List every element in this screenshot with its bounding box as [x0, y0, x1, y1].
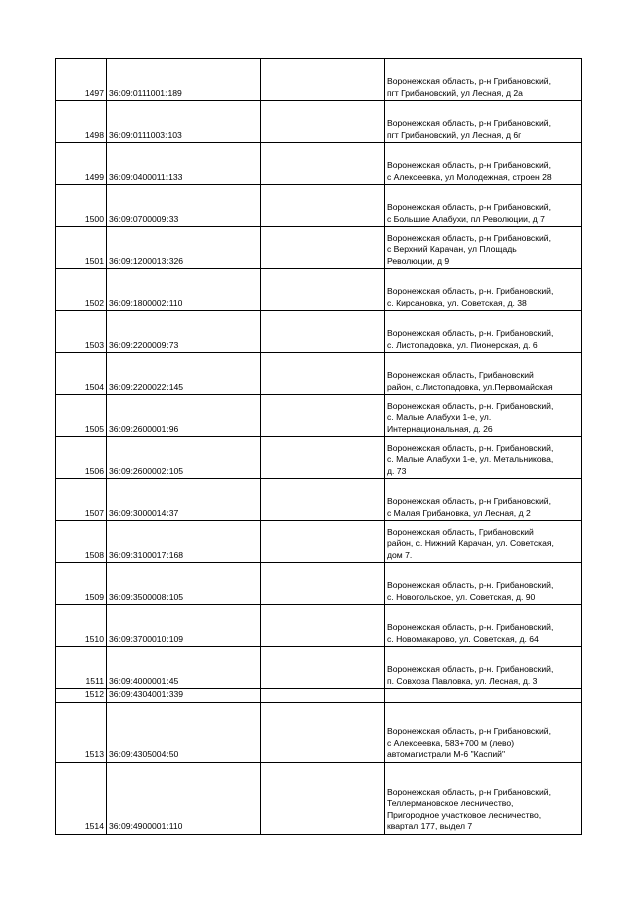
address-cell	[385, 647, 582, 689]
empty-cell	[261, 185, 385, 227]
table-row	[56, 521, 582, 563]
row-number: 1504	[56, 353, 107, 395]
cadastral-number: 36:09:2200022:145	[107, 353, 261, 395]
table-row	[56, 59, 582, 101]
address-line: Воронежская область, р-н. Грибановский,	[387, 328, 554, 338]
row-number: 1505	[56, 395, 107, 437]
address-line: пгт Грибановский, ул Лесная, д 6г	[387, 129, 522, 140]
cadastral-number: 36:09:3000014:37	[107, 479, 261, 521]
empty-cell	[261, 762, 385, 834]
row-number: 1507	[56, 479, 107, 521]
row-number: 1500	[56, 185, 107, 227]
empty-cell	[261, 689, 385, 703]
cadastral-number: 36:09:3100017:168	[107, 521, 261, 563]
table-row	[56, 311, 582, 353]
cadastral-table	[55, 58, 582, 835]
cadastral-number: 36:09:3500008:105	[107, 563, 261, 605]
empty-cell	[261, 647, 385, 689]
row-number: 1508	[56, 521, 107, 563]
empty-cell	[261, 143, 385, 185]
address-line: район, с. Нижний Карачан, ул. Советская,	[387, 538, 554, 548]
address-cell	[385, 185, 582, 227]
address-cell	[385, 437, 582, 479]
row-number: 1509	[56, 563, 107, 605]
address-line: Воронежская область, р-н Грибановский,	[387, 118, 551, 128]
table-row	[56, 269, 582, 311]
address-line: Воронежская область, р-н. Грибановский,	[387, 664, 554, 674]
empty-cell	[261, 227, 385, 269]
row-number: 1511	[56, 647, 107, 689]
address-line: с Малая Грибановка, ул Лесная, д 2	[387, 507, 531, 518]
address-line: с. Малые Алабухи 1-е, ул.	[387, 412, 492, 422]
address-cell	[385, 563, 582, 605]
address-cell	[385, 59, 582, 101]
empty-cell	[261, 395, 385, 437]
table-row	[56, 479, 582, 521]
table-row	[56, 395, 582, 437]
address-line: Воронежская область, р-н Грибановский,	[387, 76, 551, 86]
empty-cell	[261, 563, 385, 605]
address-cell	[385, 762, 582, 834]
address-line: с Большие Алабухи, пл Революции, д 7	[387, 213, 545, 224]
cadastral-number: 36:09:0111003:103	[107, 101, 261, 143]
row-number: 1512	[56, 689, 107, 703]
address-line: автомагистрали М-6 "Каспий"	[387, 749, 506, 759]
address-line: дом 7.	[387, 549, 413, 560]
address-line: д. 73	[387, 465, 407, 476]
table-row	[56, 437, 582, 479]
row-number: 1514	[56, 762, 107, 834]
table-row	[56, 227, 582, 269]
address-cell	[385, 702, 582, 762]
row-number: 1501	[56, 227, 107, 269]
cadastral-number: 36:09:2200009:73	[107, 311, 261, 353]
address-line: Воронежская область, р-н Грибановский,	[387, 496, 551, 506]
address-cell	[385, 227, 582, 269]
address-line: Воронежская область, р-н. Грибановский,	[387, 442, 554, 453]
table-row	[56, 647, 582, 689]
table-row	[56, 689, 582, 703]
address-line: Воронежская область, р-н Грибановский,	[387, 786, 551, 797]
table-row	[56, 185, 582, 227]
cadastral-number: 36:09:0700009:33	[107, 185, 261, 227]
address-line: Воронежская область, р-н. Грибановский,	[387, 622, 554, 632]
table-row	[56, 762, 582, 834]
row-number: 1503	[56, 311, 107, 353]
address-cell	[385, 269, 582, 311]
empty-cell	[261, 269, 385, 311]
address-line: Пригородное участковое лесничество,	[387, 809, 542, 820]
address-line: Революции, д 9	[387, 255, 450, 266]
cadastral-number: 36:09:4900001:110	[107, 762, 261, 834]
row-number: 1499	[56, 143, 107, 185]
cadastral-number: 36:09:4304001:339	[107, 689, 261, 703]
address-line: Воронежская область, р-н Грибановский,	[387, 202, 551, 212]
address-line: с. Листопадовка, ул. Пионерская, д. 6	[387, 339, 538, 350]
table-row	[56, 101, 582, 143]
address-cell	[385, 311, 582, 353]
address-line: Воронежская область, р-н Грибановский,	[387, 160, 551, 170]
row-number: 1506	[56, 437, 107, 479]
address-line: Воронежская область, р-н. Грибановский,	[387, 286, 554, 296]
address-cell	[385, 143, 582, 185]
address-line: Воронежская область, р-н. Грибановский,	[387, 400, 554, 411]
empty-cell	[261, 437, 385, 479]
address-line: с Алексеевка, 583+700 м (лево)	[387, 737, 515, 748]
address-line: с Верхний Карачан, ул Площадь	[387, 244, 517, 254]
table-row	[56, 563, 582, 605]
cadastral-number: 36:09:3700010:109	[107, 605, 261, 647]
address-cell	[385, 395, 582, 437]
address-cell	[385, 101, 582, 143]
cadastral-number: 36:09:4305004:50	[107, 702, 261, 762]
address-line: район, с.Листопадовка, ул.Первомайская	[387, 381, 553, 392]
row-number: 1498	[56, 101, 107, 143]
row-number: 1497	[56, 59, 107, 101]
empty-cell	[261, 521, 385, 563]
address-cell	[385, 521, 582, 563]
address-line: Интернациональная, д. 26	[387, 423, 493, 434]
cadastral-number: 36:09:2600001:96	[107, 395, 261, 437]
address-line: с. Малые Алабухи 1-е, ул. Метальникова,	[387, 454, 554, 464]
cadastral-number: 36:09:1200013:326	[107, 227, 261, 269]
address-line: с. Новогольское, ул. Советская, д. 90	[387, 591, 536, 602]
row-number: 1510	[56, 605, 107, 647]
address-line: с. Кирсановка, ул. Советская, д. 38	[387, 297, 527, 308]
table-row	[56, 605, 582, 647]
row-number: 1502	[56, 269, 107, 311]
row-number: 1513	[56, 702, 107, 762]
empty-cell	[261, 702, 385, 762]
address-line: с Алексеевка, ул Молодежная, строен 28	[387, 171, 552, 182]
empty-cell	[261, 101, 385, 143]
address-line: Воронежская область, р-н Грибановский,	[387, 726, 551, 736]
empty-cell	[261, 311, 385, 353]
cadastral-number: 36:09:0400011:133	[107, 143, 261, 185]
table-row	[56, 353, 582, 395]
cadastral-number: 36:09:2600002:105	[107, 437, 261, 479]
address-line: пгт Грибановский, ул Лесная, д 2а	[387, 87, 523, 98]
cadastral-number: 36:09:4000001:45	[107, 647, 261, 689]
empty-cell	[261, 479, 385, 521]
cadastral-number: 36:09:1800002:110	[107, 269, 261, 311]
address-line: п. Совхоза Павловка, ул. Лесная, д. 3	[387, 675, 538, 686]
address-cell	[385, 353, 582, 395]
address-line: Воронежская область, р-н. Грибановский,	[387, 580, 554, 590]
address-line: квартал 177, выдел 7	[387, 821, 473, 831]
table-row	[56, 143, 582, 185]
address-line: Воронежская область, Грибановский	[387, 370, 534, 380]
address-line: Теллермановское лесничество,	[387, 798, 514, 808]
address-cell	[385, 479, 582, 521]
table-row	[56, 702, 582, 762]
address-line: Воронежская область, р-н Грибановский,	[387, 232, 551, 243]
empty-cell	[261, 605, 385, 647]
cadastral-number: 36:09:0111001:189	[107, 59, 261, 101]
empty-cell	[261, 59, 385, 101]
address-cell	[385, 605, 582, 647]
address-line: Воронежская область, Грибановский	[387, 526, 534, 537]
address-cell	[385, 689, 582, 703]
empty-cell	[261, 353, 385, 395]
address-line: с. Новомакарово, ул. Советская, д. 64	[387, 633, 539, 644]
